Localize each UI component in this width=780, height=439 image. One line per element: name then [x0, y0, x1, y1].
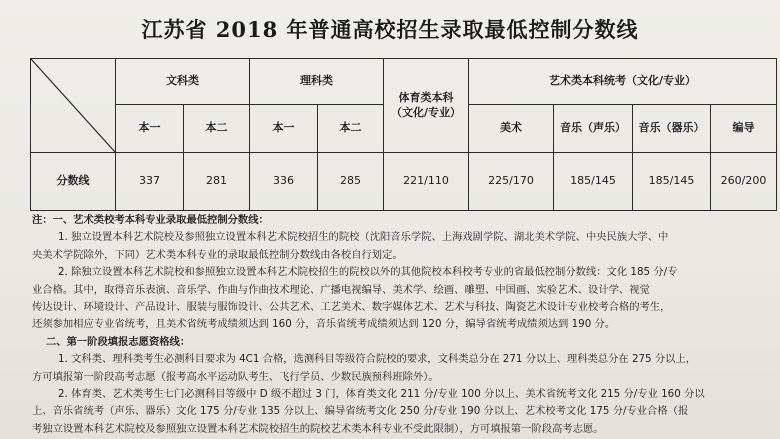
notes-sec2-title: 二、第一阶段填报志愿资格线： [46, 335, 191, 348]
notes-label: 注： [32, 214, 53, 226]
subheader-biandao: 编导 [711, 105, 777, 153]
page-title: 江苏省 2018 年普通高校招生录取最低控制分数线 [141, 17, 639, 42]
notes-line: 1. 独立设置本科艺术院校及参照独立设置本科艺术院校招生的院校（沈阳音乐学院、上海戏剧学院、湖北美术学院、中央民族大学、中 [58, 231, 669, 244]
value-like-1: 336 [250, 153, 318, 211]
value-wenke-2: 281 [184, 153, 250, 211]
notes-line: 传达设计、环境设计、产品设计、服装与服饰设计、公共艺术、工艺美术、数字媒体艺术、艺术与科技、陶瓷艺术设计专业校考合格的考生， [32, 301, 671, 314]
header-tiyu [384, 59, 469, 153]
notes-line: 业合格。其中，取得音乐表演、音乐学、作曲与作曲技术理论、广播电视编导、美术学、绘画、雕塑、中国画、实验艺术、设计学、视觉 [32, 283, 650, 296]
notes-sec1-title: 注：一、艺术类校考本科专业录取最低控制分数线： [32, 214, 269, 226]
diagonal-line [31, 59, 115, 152]
value-yinyue-shengyue: 185/145 [554, 153, 633, 211]
subheader-like-2: 本二 [318, 105, 384, 153]
notes-line: 2. 除独立设置本科艺术院校和参照独立设置本科艺术院校招生的院校以外的其他院校本科校考专业的省最低控制分数线：文化 185 分/专 [58, 266, 678, 279]
notes-line: 还须参加相应专业省统考，且美术省统考成绩须达到 160 分，音乐省统考成绩须达到 120 分，编导省统考成绩须达到 190 分。 [32, 318, 616, 331]
row-label: 分数线 [31, 153, 116, 211]
notes-line: 考独立设置本科艺术院校及参照独立设置本科艺术院校招生的院校艺术类本科专业不受此限制），方可填报第一阶段高考志愿。 [32, 422, 604, 435]
notes-section [32, 212, 772, 438]
subheader-like-1: 本一 [250, 105, 318, 153]
subheader-wenke-2: 本二 [184, 105, 250, 153]
notes-line: 央美术学院除外，下同）艺术类本科专业的录取最低控制分数线由各校自行划定。 [32, 248, 403, 261]
subheader-yinyue-qiyue: 音乐（器乐） [633, 105, 711, 153]
header-yishu: 艺术类本科统考（文化/专业） [469, 59, 777, 105]
value-meishu: 225/170 [469, 153, 554, 211]
value-biandao: 260/200 [711, 153, 777, 211]
notes-line: 方可填报第一阶段高考志愿（报考高水平运动队考生、飞行学员、少数民族预科班除外）。 [32, 370, 439, 383]
value-like-2: 285 [318, 153, 384, 211]
notes-line: 2. 体育类、艺术类考生七门必测科目等级中 D 级不超过 3 门，体育类文化 211 分/专业 100 分以上、美术省统考文化 215 分/专业 160 分以 [58, 388, 705, 401]
value-tiyu: 221/110 [384, 153, 469, 211]
score-table [30, 58, 777, 211]
value-yinyue-qiyue: 185/145 [633, 153, 711, 211]
subheader-yinyue-shengyue: 音乐（声乐） [554, 105, 633, 153]
header-wenke: 文科类 [116, 59, 250, 105]
notes-line: 1. 文科类、理科类考生必测科目要求为 4C1 合格，选测科目等级符合院校的要求，文科类总分在 271 分以上、理科类总分在 275 分以上， [58, 353, 697, 366]
header-like: 理科类 [250, 59, 384, 105]
value-wenke-1: 337 [116, 153, 184, 211]
notes-line: 上、音乐省统考（声乐、器乐）文化 175 分/专业 135 分以上、编导省统考文化 250 分/专业 190 分以上、艺术校考文化 175 分/专业合格（报 [32, 405, 689, 418]
subheader-meishu: 美术 [469, 105, 554, 153]
header-tiyu-label: 体育类本科 [398, 90, 454, 104]
subheader-wenke-1: 本一 [116, 105, 184, 153]
diagonal-header-cell [31, 59, 116, 153]
header-tiyu-sub: （文化/专业） [390, 105, 462, 119]
